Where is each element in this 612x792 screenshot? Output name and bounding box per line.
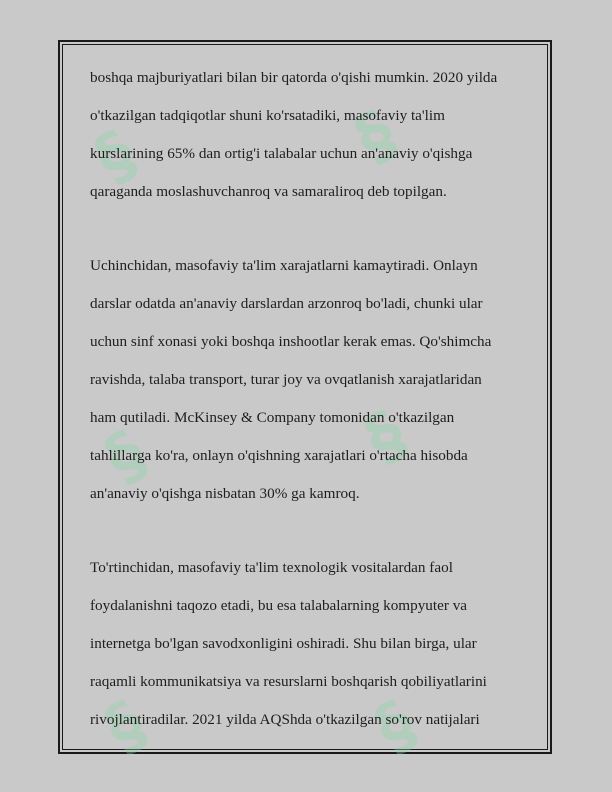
text-line: tahlillarga ko'ra, onlayn o'qishning xarajatlari o'rtacha hisobda: [90, 447, 468, 464]
text-line: darslar odatda an'anaviy darslardan arzonroq bo'ladi, chunki ular: [90, 295, 483, 312]
watermark-logo: §: [83, 116, 149, 198]
text-line: internetga bo'lgan savodxonligini oshiradi. Shu bilan birga, ular: [90, 635, 477, 652]
text-line: uchun sinf xonasi yoki boshqa inshootlar kerak emas. Qo'shimcha: [90, 333, 492, 350]
text-line: an'anaviy o'qishga nisbatan 30% ga kamroq.: [90, 485, 360, 502]
text-line: raqamli kommunikatsiya va resurslarni boshqarish qobiliyatlarini: [90, 673, 487, 690]
text-line: To'rtinchidan, masofaviy ta'lim texnologik vositalardan faol: [90, 559, 453, 576]
watermark-logo: §: [353, 396, 419, 478]
text-line: rivojlantiradilar. 2021 yilda AQShda o'tkazilgan so'rov natijalari: [90, 711, 480, 728]
watermark-logo: §: [343, 96, 409, 178]
text-line: kurslarining 65% dan ortig'i talabalar uchun an'anaviy o'qishga: [90, 145, 473, 162]
text-line: foydalanishni taqozo etadi, bu esa talabalarning kompyuter va: [90, 597, 468, 614]
watermark-logo: §: [363, 686, 429, 768]
document-body: [90, 66, 530, 782]
watermark-logo: §: [93, 686, 159, 768]
text-line: ravishda, talaba transport, turar joy va ovqatlanish xarajatlaridan: [90, 371, 482, 388]
text-line: o'tkazilgan tadqiqotlar shuni ko'rsatadiki, masofaviy ta'lim: [90, 107, 445, 124]
paragraph: [90, 556, 530, 746]
paragraph: [90, 66, 530, 218]
text-line: ham qutiladi. McKinsey & Company tomonidan o'tkazilgan: [90, 409, 455, 426]
paragraph: [90, 254, 530, 520]
text-line: qaraganda moslashuvchanroq va samaraliroq deb topilgan.: [90, 183, 447, 200]
text-line: boshqa majburiyatlari bilan bir qatorda o'qishi mumkin. 2020 yilda: [90, 69, 498, 86]
watermark-logo: §: [93, 416, 159, 498]
text-line: Uchinchidan, masofaviy ta'lim xarajatlarni kamaytiradi. Onlayn: [90, 257, 478, 274]
